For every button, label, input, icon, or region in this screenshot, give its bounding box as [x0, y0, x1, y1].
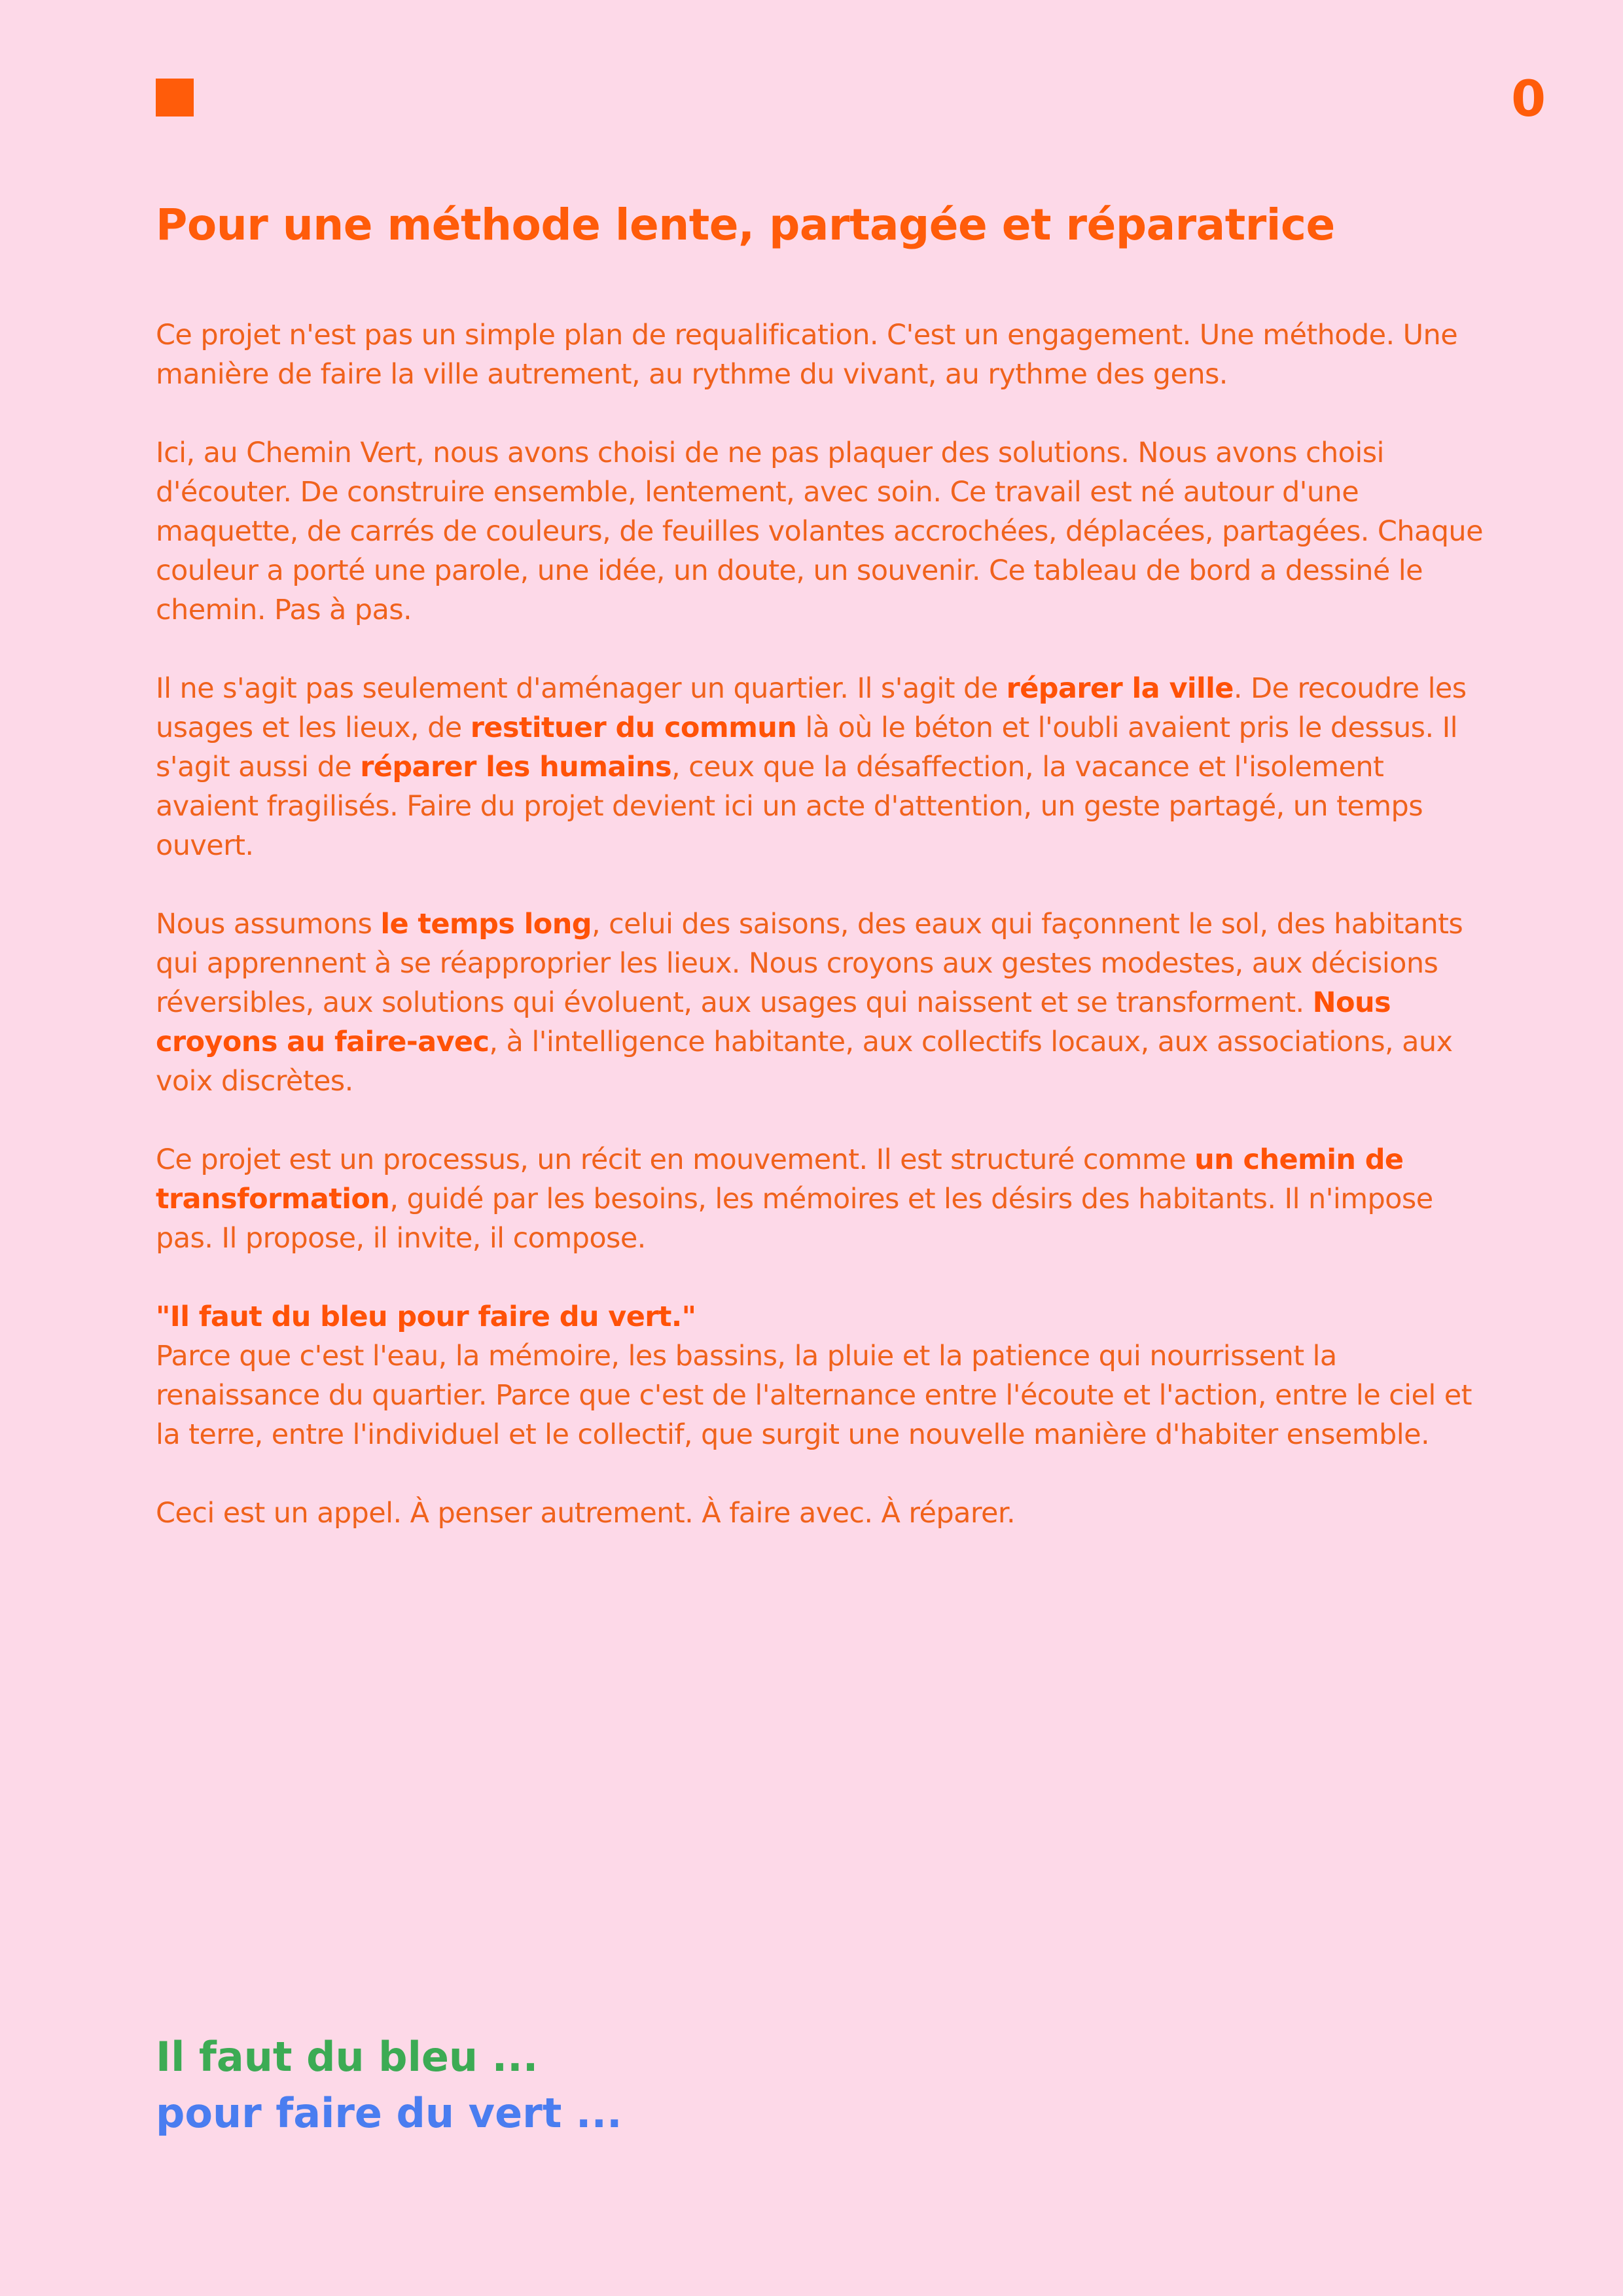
paragraph-6: [156, 1297, 1491, 1454]
text-span: , ceux que la désaffection, la vacance et l'isolement avaient fragilisés. Faire du projet devient ici un acte d'attention, un geste partagé, un temps ouvert.: [156, 751, 1423, 862]
paragraph-3: [156, 669, 1491, 865]
footer-tagline: [156, 2029, 622, 2142]
body-text: [156, 315, 1491, 1572]
paragraph-7: Ceci est un appel. À penser autrement. À faire avec. À réparer.: [156, 1497, 1016, 1530]
text-span: , celui des saisons, des eaux qui façonnent le sol, des habitants qui apprennent à se réapproprier les lieux. Nous croyons aux gestes modestes, aux décisions réversibles, aux solutions qui évoluent, aux usages qui naissent et se transforment.: [156, 908, 1463, 1019]
paragraph-2: Ici, au Chemin Vert, nous avons choisi de ne pas plaquer des solutions. Nous avons choisi d'écouter. De construire ensemble, lentement, avec soin. Ce travail est né autour d'une maquette, de carrés de couleurs, de feuilles volantes accrochées, déplacées, partagées. Chaque couleur a porté une parole, une idée, un doute, un souvenir. Ce tableau de bord a dessiné le chemin. Pas à pas.: [156, 437, 1483, 626]
emphasis-faire-avec: Nous croyons au faire-avec: [156, 986, 1391, 1058]
emphasis-reparer-la-ville: réparer la ville: [1006, 672, 1234, 705]
page-title: Pour une méthode lente, partagée et réparatrice: [156, 200, 1335, 250]
quote: "Il faut du bleu pour faire du vert.": [156, 1300, 696, 1333]
emphasis-le-temps-long: le temps long: [380, 908, 592, 941]
orange-square-marker: [156, 79, 194, 117]
tagline-line-2: pour faire du vert ...: [156, 2089, 622, 2137]
text-span: Parce que c'est l'eau, la mémoire, les bassins, la pluie et la patience qui nourrissent la renaissance du quartier. Parce que c'est de l'alternance entre l'écoute et l'action, entre le ciel et la terre, entre l'individuel et le collectif, que surgit une nouvelle manière d'habiter ensemble.: [156, 1340, 1472, 1451]
text-span: , guidé par les besoins, les mémoires et les désirs des habitants. Il n'impose pas. Il propose, il invite, il compose.: [156, 1183, 1433, 1255]
text-span: , à l'intelligence habitante, aux collectifs locaux, aux associations, aux voix discrètes.: [156, 1026, 1453, 1098]
emphasis-chemin-de-transformation: un chemin de transformation: [156, 1143, 1404, 1215]
text-span: là où le béton et l'oubli avaient pris le dessus. Il s'agit aussi de: [156, 711, 1458, 783]
page-number: 0: [1511, 69, 1546, 128]
emphasis-restituer-du-commun: restituer du commun: [470, 711, 797, 744]
emphasis-reparer-les-humains: réparer les humains: [360, 751, 671, 783]
text-span: Il ne s'agit pas seulement d'aménager un quartier. Il s'agit de: [156, 672, 1007, 705]
text-span: Ce projet est un processus, un récit en mouvement. Il est structuré comme: [156, 1143, 1195, 1176]
paragraph-1: Ce projet n'est pas un simple plan de requalification. C'est un engagement. Une méthode. Une manière de faire la ville autrement, au rythme du vivant, au rythme des gens.: [156, 319, 1458, 391]
paragraph-5: [156, 1140, 1491, 1258]
paragraph-4: [156, 905, 1491, 1101]
text-span: Nous assumons: [156, 908, 381, 941]
text-span: . De recoudre les usages et les lieux, de: [156, 672, 1467, 744]
tagline-line-1: Il faut du bleu ...: [156, 2033, 539, 2081]
